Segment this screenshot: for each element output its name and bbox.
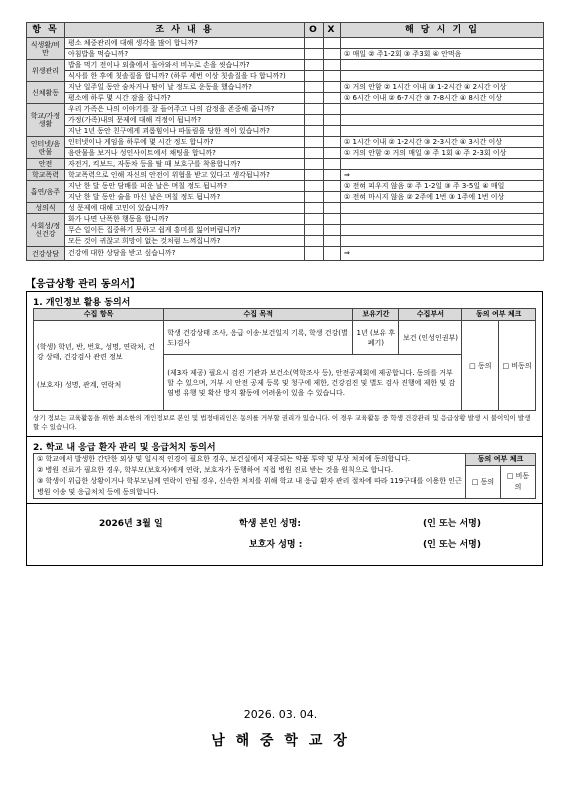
- x-check[interactable]: [324, 170, 341, 181]
- date-line[interactable]: 2026년 3월 일: [99, 519, 163, 529]
- answer-cell[interactable]: [341, 225, 544, 236]
- header-content: 조 사 내 용: [65, 23, 305, 38]
- o-check[interactable]: [305, 82, 324, 93]
- answer-cell[interactable]: [341, 126, 544, 137]
- question-cell: 지난 한 달 동안 술을 마신 날은 며칠 정도 됩니까?: [65, 192, 305, 203]
- question-cell: 지난 한 달 동안 담배를 피운 날은 며칠 정도 됩니까?: [65, 181, 305, 192]
- emergency-item: ③ 학생이 위급한 상황이거나 학부모님께 연락이 안될 경우, 신속한 처치를 위해 학교 내 응급 환자 관리 절차에 따라 119구대를 이용한 인근 병원 이송 및 응급처치 등에 동의합니다.: [37, 477, 462, 496]
- x-check[interactable]: [324, 104, 341, 115]
- question-cell: 평소에 하루 몇 시간 잠을 잡니까?: [65, 93, 305, 104]
- answer-cell[interactable]: ① 전혀 마시지 않음 ② 2주에 1번 ③ 1주에 1번 이상: [341, 192, 544, 203]
- answer-cell[interactable]: [341, 115, 544, 126]
- items-cell: [34, 321, 164, 411]
- o-check[interactable]: [305, 104, 324, 115]
- dept-cell: 보건 (인성인권부): [399, 321, 462, 355]
- question-cell: 무슨 일이든 집중하기 못하고 쉽게 흥미를 잃어버립니까?: [65, 225, 305, 236]
- o-check[interactable]: [305, 236, 324, 247]
- school-name: 남 해 중 학 교 장: [211, 733, 350, 749]
- col-dept: 수집부서: [399, 309, 462, 321]
- section2-title: 2. 학교 내 응급 환자 관리 및 응급처치 동의서: [33, 443, 216, 453]
- header-answer: 해 당 시 기 입: [341, 23, 544, 38]
- o-check[interactable]: [305, 159, 324, 170]
- x-check[interactable]: [324, 38, 341, 49]
- o-check[interactable]: [305, 115, 324, 126]
- answer-cell[interactable]: ① 1시간 이내 ② 1-2시간 ③ 2-3시간 ④ 3시간 이상: [341, 137, 544, 148]
- x-check[interactable]: [324, 148, 341, 159]
- emergency-consent-table: [33, 453, 536, 499]
- question-cell: 자전거, 킥보드, 자동차 등을 탈 때 보호구를 착용합니까?: [65, 159, 305, 170]
- agree-checkbox[interactable]: □ 동의: [466, 466, 501, 499]
- consent-box: [26, 291, 543, 566]
- category-cell: 흡연/음주: [27, 181, 65, 203]
- o-check[interactable]: [305, 137, 324, 148]
- category-cell: 학교폭력: [27, 170, 65, 181]
- x-check[interactable]: [324, 49, 341, 60]
- question-cell: 인터넷이나 게임을 하루에 몇 시간 정도 합니까?: [65, 137, 305, 148]
- o-check[interactable]: [305, 71, 324, 82]
- x-check[interactable]: [324, 60, 341, 71]
- header-category: 항 목: [27, 23, 65, 38]
- question-cell: 성 문제에 대해 고민이 있습니까?: [65, 203, 305, 214]
- o-check[interactable]: [305, 126, 324, 137]
- guardian-sign-label: 보호자 성명 :: [249, 540, 303, 550]
- question-cell: 아침밥을 먹습니까?: [65, 49, 305, 60]
- disagree-checkbox[interactable]: □ 비동의: [499, 321, 536, 411]
- o-check[interactable]: [305, 148, 324, 159]
- question-cell: 모든 것이 귀찮고 희망이 없는 것처럼 느껴집니까?: [65, 236, 305, 247]
- answer-cell[interactable]: ① 거의 안함 ② 1시간 이내 ③ 1-2시간 ④ 2시간 이상: [341, 82, 544, 93]
- category-cell: 성의식: [27, 203, 65, 214]
- answer-cell[interactable]: [341, 60, 544, 71]
- disagree-checkbox[interactable]: □ 비동의: [501, 466, 536, 499]
- question-cell: 학교폭력으로 인해 자신의 안전이 위협을 받고 있다고 생각됩니까?: [65, 170, 305, 181]
- col-items: 수집 항목: [34, 309, 164, 321]
- guardian-items: (보호자) 성명, 관계, 연락처: [37, 380, 122, 389]
- question-cell: 건강에 대한 상담을 받고 싶습니까?: [65, 247, 305, 261]
- question-cell: 음란물을 보거나 성인사이트에서 채팅을 합니까?: [65, 148, 305, 159]
- col-purpose: 수집 목적: [164, 309, 353, 321]
- o-check[interactable]: [305, 93, 324, 104]
- question-cell: 지난 1년 동안 친구에게 괴롭힘이나 따돌림을 당한 적이 있습니까?: [65, 126, 305, 137]
- document-page: [26, 22, 543, 566]
- emergency-title: 【응급상황 관리 동의서】: [26, 279, 140, 290]
- issue-date: 2026. 03. 04.: [243, 708, 318, 721]
- o-check[interactable]: [305, 214, 324, 225]
- x-check[interactable]: [324, 137, 341, 148]
- x-check[interactable]: [324, 203, 341, 214]
- o-check[interactable]: [305, 225, 324, 236]
- answer-cell[interactable]: ① 전혀 피우지 않음 ② 주 1-2일 ③ 주 3-5일 ④ 매일: [341, 181, 544, 192]
- emergency-item: ② 병원 진료가 필요한 경우, 학부모(보호자)에게 연락, 보호자가 동행하여 직접 병원 진료 받는 것을 원칙으로 합니다.: [37, 466, 394, 474]
- x-check[interactable]: [324, 192, 341, 203]
- category-cell: 사회성/정신건강: [27, 214, 65, 247]
- question-cell: 밥을 먹기 전이나 외출에서 돌아와서 비누로 손을 씻습니까?: [65, 60, 305, 71]
- third-party-cell: (제3자 제공) 필요시 검진 기관과 보건소(역학조사 등), 안전공제회에 제공합니다. 동의를 거부할 수 있으며, 거부 시 안전 공제 등록 및 청구에 제한, 건강검진 및 별도 검사 진행에 제한 및 감염병 유행 및 확산 방지 활동에 어려움이 있을 수 있습니다.: [164, 355, 462, 411]
- o-check[interactable]: [305, 38, 324, 49]
- o-check[interactable]: [305, 170, 324, 181]
- student-items: (학생) 학년, 반, 번호, 성명, 연락처, 건강 상태, 건강검사 관련 정보: [37, 342, 155, 361]
- x-check[interactable]: [324, 159, 341, 170]
- x-check[interactable]: [324, 236, 341, 247]
- privacy-consent-table: [33, 308, 536, 411]
- answer-cell[interactable]: ⇒: [341, 170, 544, 181]
- answer-cell[interactable]: ① 6시간 이내 ② 6-7시간 ③ 7-8시간 ④ 8시간 이상: [341, 93, 544, 104]
- question-cell: 화가 나면 난폭한 행동을 합니까?: [65, 214, 305, 225]
- answer-cell[interactable]: [341, 38, 544, 49]
- x-check[interactable]: [324, 225, 341, 236]
- x-check[interactable]: [324, 115, 341, 126]
- answer-cell[interactable]: ⇒: [341, 247, 544, 261]
- question-cell: 지난 일주일 동안 숨차거나 땀이 날 정도로 운동을 했습니까?: [65, 82, 305, 93]
- student-sign-mark[interactable]: (인 또는 서명): [423, 519, 481, 529]
- question-cell: 가정(가족)내의 문제에 대해 걱정이 됩니까?: [65, 115, 305, 126]
- category-cell: 학교/가정생활: [27, 104, 65, 137]
- signature-area: [27, 503, 542, 565]
- header-o: O: [305, 23, 324, 38]
- answer-cell[interactable]: ① 매일 ② 주1-2회 ③ 주3회 ④ 안먹음: [341, 49, 544, 60]
- o-check[interactable]: [305, 192, 324, 203]
- emergency-item: ① 학교에서 발생한 간단한 외상 및 일시적 인경이 필요한 경우, 보건실에서 제공되는 약품 투약 및 부상 처치에 동의합니다.: [37, 455, 411, 463]
- question-cell: 식사를 한 후에 칫솔질을 합니까? (하루 세번 이상 칫솔질을 다 합니까?): [65, 71, 305, 82]
- x-check[interactable]: [324, 214, 341, 225]
- category-cell: 신체활동: [27, 82, 65, 104]
- category-cell: 안전: [27, 159, 65, 170]
- category-cell: 식생활/비만: [27, 38, 65, 60]
- x-check[interactable]: [324, 181, 341, 192]
- x-check[interactable]: [324, 126, 341, 137]
- check-header: 동의 여부 체크: [466, 454, 536, 466]
- category-cell: 건강상담: [27, 247, 65, 261]
- health-survey-table: [26, 22, 544, 261]
- question-cell: 평소 체중관리에 대해 생각을 많이 합니까?: [65, 38, 305, 49]
- o-check[interactable]: [305, 49, 324, 60]
- category-cell: 위생관리: [27, 60, 65, 82]
- privacy-note: 상기 정보는 교육활동을 위한 최소한의 개인정보로 본인 및 법정대리인은 동의를 거부할 권리가 있습니다. 이 경우 교육활동 중 학생 건강관리 및 응급상황 발생 시 불이익이 발생할 수 있습니다.: [33, 414, 531, 431]
- answer-cell[interactable]: [341, 159, 544, 170]
- o-check[interactable]: [305, 181, 324, 192]
- answer-cell[interactable]: [341, 236, 544, 247]
- o-check[interactable]: [305, 60, 324, 71]
- answer-cell[interactable]: ① 거의 안함 ② 거의 매일 ③ 주 1회 ④ 주 2-3회 이상: [341, 148, 544, 159]
- answer-cell[interactable]: [341, 104, 544, 115]
- x-check[interactable]: [324, 71, 341, 82]
- header-x: X: [324, 23, 341, 38]
- o-check[interactable]: [305, 203, 324, 214]
- col-period: 보유기간: [353, 309, 399, 321]
- emergency-items: [34, 454, 466, 499]
- purpose-cell: 학생 건강상태 조사, 응급 이송·보건일지 기록, 학생 건강(별도)검사: [164, 321, 353, 355]
- category-cell: 인터넷/음란물: [27, 137, 65, 159]
- col-check: 동의 여부 체크: [462, 309, 536, 321]
- student-sign-label: 학생 본인 성명:: [239, 519, 302, 529]
- x-check[interactable]: [324, 247, 341, 261]
- o-check[interactable]: [305, 247, 324, 261]
- answer-cell[interactable]: [341, 71, 544, 82]
- x-check[interactable]: [324, 93, 341, 104]
- answer-cell[interactable]: [341, 214, 544, 225]
- x-check[interactable]: [324, 82, 341, 93]
- question-cell: 우리 가족은 나의 이야기를 잘 들어주고 나의 감정을 존중해 줍니까?: [65, 104, 305, 115]
- section1-title: 1. 개인정보 활용 동의서: [33, 298, 131, 308]
- agree-checkbox[interactable]: □ 동의: [462, 321, 499, 411]
- period-cell: 1년 (보유 후 폐기): [353, 321, 399, 355]
- answer-cell[interactable]: [341, 203, 544, 214]
- guardian-sign-mark[interactable]: (인 또는 서명): [423, 540, 481, 550]
